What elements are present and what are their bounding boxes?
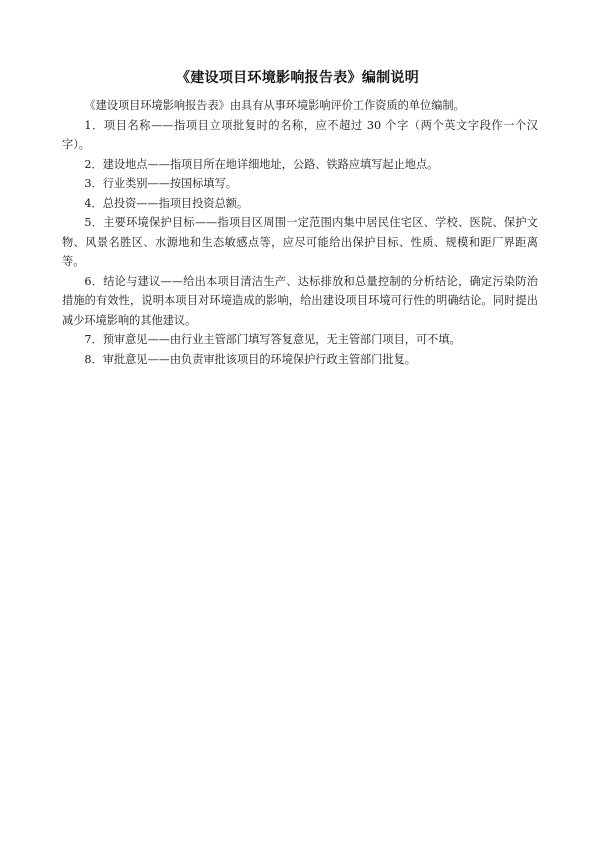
- document-body: [62, 96, 538, 369]
- item-industry-category: 3．行业类别——按国标填写。: [84, 177, 237, 190]
- item-total-investment: 4．总投资——指项目投资总额。: [84, 196, 249, 210]
- item-protection-targets: 5．主要环境保护目标——指项目区周围一定范围内集中居民住宅区、学校、医院、保护文物、风景名胜区、水源地和生态敏感点等，应尽可能给出保护目标、性质、规模和距厂界距离等。: [62, 216, 538, 268]
- item-project-name: 1．项目名称——指项目立项批复时的名称，应不超过 30 个字（两个英文字段作一个汉字）。: [62, 118, 538, 151]
- document-title: 《建设项目环境影响报告表》编制说明: [175, 70, 420, 86]
- item-conclusion-suggestions: 6．结论与建议——给出本项目清洁生产、达标排放和总量控制的分析结论，确定污染防治措施的有效性，说明本项目对环境造成的影响，给出建设项目环境可行性的明确结论。同时提出减少环境影响的其他建议。: [62, 274, 538, 327]
- item-construction-site: 2．建设地点——指项目所在地详细地址，公路、铁路应填写起止地点。: [84, 157, 439, 171]
- intro-paragraph: 《建设项目环境影响报告表》由具有从事环境影响评价工作资质的单位编制。: [84, 99, 465, 112]
- item-preliminary-review: 7．预审意见——由行业主管部门填写答复意见，无主管部门项目，可不填。: [84, 333, 461, 346]
- item-approval-opinion: 8．审批意见——由负责审批该项目的环境保护行政主管部门批复。: [84, 352, 416, 366]
